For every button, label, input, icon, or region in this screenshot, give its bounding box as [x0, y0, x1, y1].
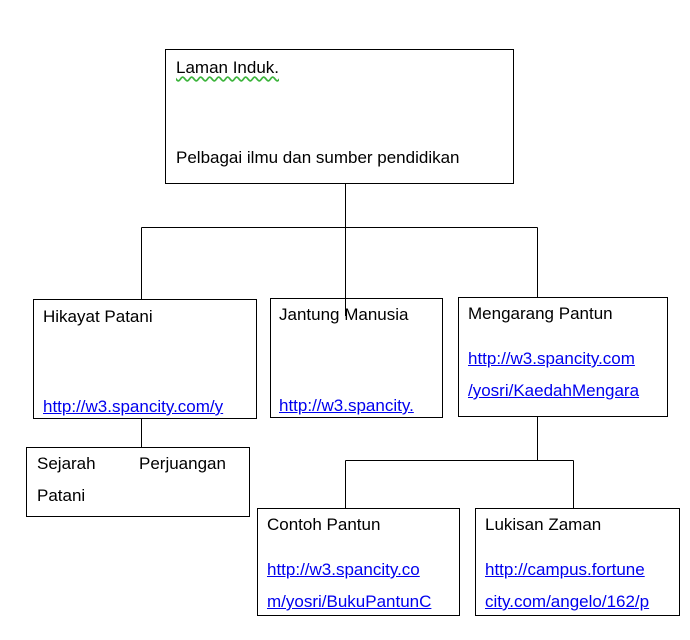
- perjuangan-word: Perjuangan: [139, 454, 226, 473]
- mengarang-pantun-node: [458, 297, 668, 417]
- contoh-pantun-link-line2[interactable]: m/yosri/BukuPantunC: [267, 592, 432, 611]
- sejarah-word: Sejarah: [37, 454, 96, 473]
- contoh-pantun-link-line1[interactable]: http://w3.spancity.co: [267, 560, 420, 579]
- lukisan-zaman-title: Lukisan Zaman: [485, 515, 602, 534]
- sejarah-perjuangan-node: [26, 447, 250, 517]
- patani-word: Patani: [37, 486, 86, 505]
- contoh-pantun-title: Contoh Pantun: [267, 515, 381, 534]
- lukisan-zaman-node: [475, 508, 680, 616]
- hikayat-patani-title: Hikayat Patani: [43, 307, 153, 326]
- root-node: [165, 49, 514, 184]
- mengarang-pantun-title: Mengarang Pantun: [468, 304, 613, 323]
- root-title: Laman Induk.: [176, 58, 280, 77]
- root-subtitle: Pelbagai ilmu dan sumber pendidikan: [176, 148, 460, 167]
- mengarang-pantun-link-line1[interactable]: http://w3.spancity.com: [468, 349, 635, 368]
- mengarang-pantun-link-line2[interactable]: /yosri/KaedahMengara: [468, 381, 640, 400]
- lukisan-zaman-link-line1[interactable]: http://campus.fortune: [485, 560, 645, 579]
- hikayat-patani-node: [33, 299, 257, 419]
- jantung-manusia-title: Jantung Manusia: [279, 305, 409, 324]
- lukisan-zaman-link-line2[interactable]: city.com/angelo/162/p: [485, 592, 650, 611]
- contoh-pantun-node: [257, 508, 460, 616]
- jantung-manusia-link[interactable]: http://w3.spancity.: [279, 396, 414, 415]
- jantung-manusia-node: [270, 298, 443, 418]
- hikayat-patani-link[interactable]: http://w3.spancity.com/y: [43, 397, 224, 416]
